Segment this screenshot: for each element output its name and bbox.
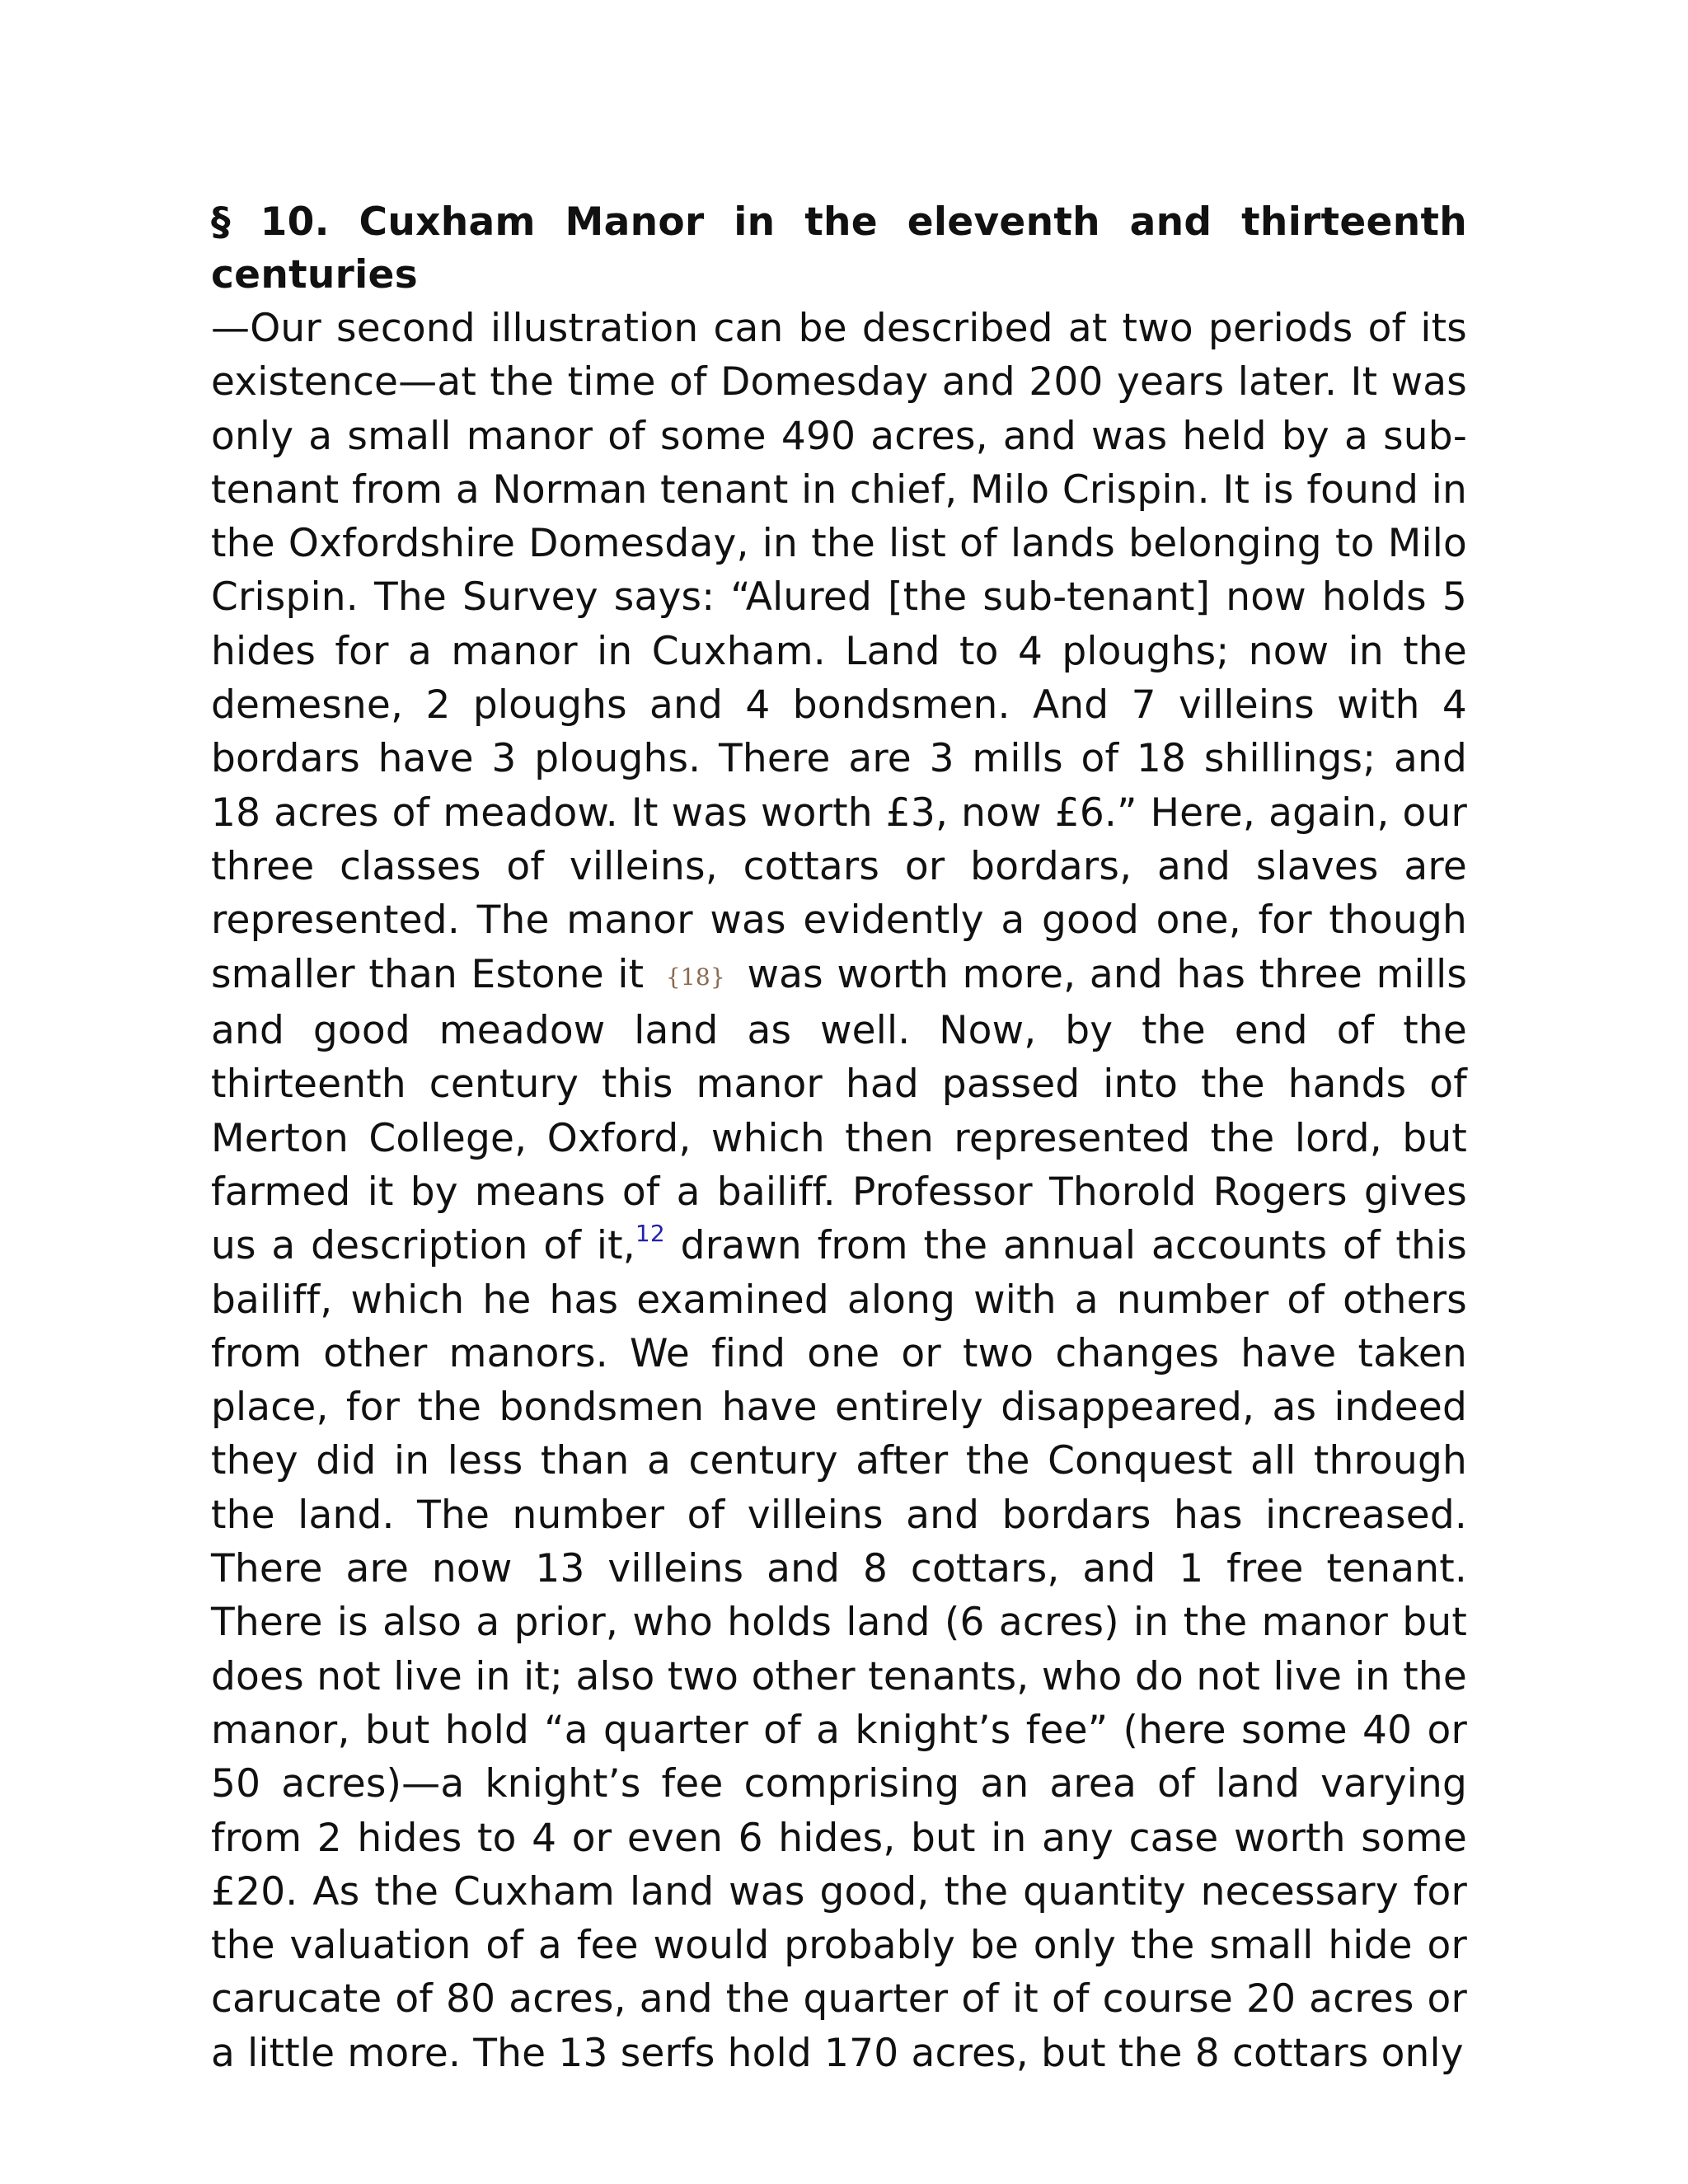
body-paragraph xyxy=(211,302,1467,2080)
section-heading xyxy=(211,196,1467,302)
body-text-part-1: —Our second illustration can be described at two periods of its existence—at the time of Domesday and 200 years later. It was only a small manor of some 490 acres, and was held by a sub-tenant from a Norman tenant in chief, Milo Crispin. It is found in the Oxfordshire Domesday, in the list of lands belonging to Milo Crispin. The Survey says: “Alured [the sub-tenant] now holds 5 hides for a manor in Cuxham. Land to 4 ploughs; now in the demesne, 2 ploughs and 4 bondsmen. And 7 villeins with 4 bordars have 3 ploughs. There are 3 mills of 18 shillings; and 18 acres of meadow. It was worth £3, now £6.” Here, again, our three classes of villeins, cottars or bordars, and slaves are represented. The manor was evidently a good one, for though smaller than Estone it xyxy=(211,306,1467,997)
footnote-link[interactable]: 12 xyxy=(635,1220,665,1248)
page-number-marker[interactable]: {18} xyxy=(665,963,725,991)
page-content xyxy=(211,196,1467,2080)
body-text-part-2: was worth more, and has three mills and good meadow land as well. Now, by the end of the thirteenth century this manor had passed into the hands of Merton College, Oxford, which then represented the lord, but farmed it by means of a bailiff. Professor Thorold Rogers gives us a description of it, xyxy=(211,951,1468,1269)
section-number: § 10. xyxy=(211,199,330,245)
body-text-part-3: drawn from the annual accounts of this bailiff, which he has examined along with a number of others from other manors. We find one or two changes have taken place, for the bondsmen have entirely disappeared, as indeed they did in less than a century after the Conquest all through the land. The number of villeins and bordars has increased. There are now 13 villeins and 8 cottars, and 1 free tenant. There is also a prior, who holds land (6 acres) in the manor but does not live in it; also two other tenants, who do not live in the manor, but hold “a quarter of a knight’s fee” (here some 40 or 50 acres)—a knight’s fee comprising an area of land varying from 2 hides to 4 or even 6 hides, but in any case worth some £20. As the Cuxham land was good, the quantity necessary for the valuation of a fee would probably be only the small hide or carucate of 80 acres, and the quarter of it of course 20 acres or a little more. The 13 serfs hold 170 acres, but the 8 cottars only xyxy=(211,1223,1467,2076)
section-title: Cuxham Manor in the eleventh and thirteenth centuries xyxy=(211,199,1467,298)
